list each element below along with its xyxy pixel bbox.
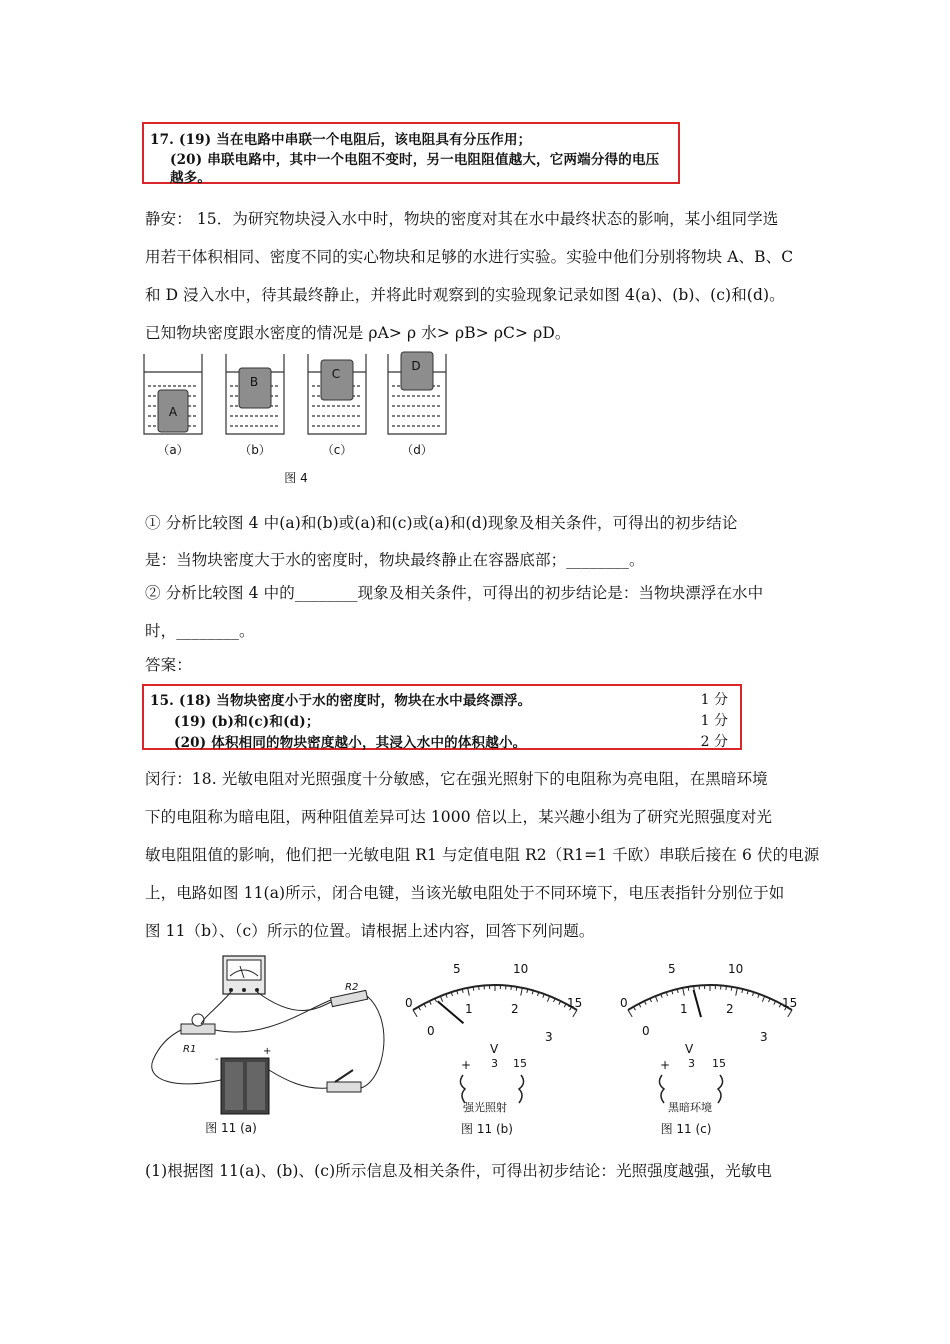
block-d-label: D: [411, 359, 421, 373]
svg-text:+: +: [263, 1046, 272, 1057]
bot-3-b: 3: [545, 1030, 553, 1044]
answer-15-points1: 1 分: [700, 692, 728, 708]
scale-tick: [762, 996, 764, 1002]
scale-tick: [573, 1010, 577, 1017]
top-5-b: 5: [453, 962, 461, 976]
block-a-label: A: [168, 405, 178, 419]
figure-11c-meter: [610, 955, 810, 1140]
top-15-b: 15: [567, 996, 583, 1010]
term-15-b: 15: [513, 1057, 527, 1070]
scale-tick: [683, 988, 685, 996]
minhang-line5: 图 11（b）、（c）所示的位置。请根据上述内容，回答下列问题。: [145, 922, 595, 940]
minhang-line3: 敏电阻阻值的影响，他们把一光敏电阻 R1 与定值电阻 R2（R1=1 千欧）串联后接在 6 伏的电源: [145, 846, 820, 864]
jingan-line1: 静安： 15．为研究物块浸入水中时，物块的密度对其在水中最终状态的影响，某小组同学选: [145, 210, 779, 228]
bot-0-b: 0: [427, 1024, 435, 1038]
term-3-b: 3: [491, 1057, 498, 1070]
question-1: (1)根据图 11(a)、(b)、(c)所示信息及相关条件，可得出初步结论：光照强度越强，光敏电: [145, 1162, 773, 1180]
caption-11c: 图 11 (c): [660, 1122, 712, 1136]
scale-tick: [413, 1010, 417, 1017]
top-10-b: 10: [513, 962, 529, 976]
scale-tick: [516, 987, 517, 991]
scale-ticks-b: [413, 985, 577, 1017]
minhang-line4: 上，电路如图 11(a)所示，闭合电键，当该光敏电阻处于不同环境下，电压表指针分别位于如: [145, 884, 785, 902]
jingan-line3: 和 D 浸入水中，待其最终静止，并将此时观察到的实验现象记录如图 4(a)、(b)、(c)和(d)。: [145, 286, 785, 304]
needle-c: [694, 990, 701, 1017]
label-b: （b）: [239, 443, 271, 457]
scale-tick: [473, 987, 474, 991]
term-plus-b: +: [461, 1058, 472, 1072]
label-a: （a）: [157, 443, 189, 457]
bot-2-b: 2: [511, 1002, 519, 1016]
q1-line1: ① 分析比较图 4 中(a)和(b)或(a)和(c)或(a)和(d)现象及相关条件，可得出的初步结论: [145, 514, 738, 532]
scale-tick: [788, 1010, 792, 1017]
answer-15-row2: (19) (b)和(c)和(d)；: [174, 714, 320, 730]
figure-4: [140, 350, 460, 490]
bot-0-c: 0: [642, 1024, 650, 1038]
term-plus-c: +: [660, 1058, 671, 1072]
figure-4-caption: 图 4: [284, 471, 308, 485]
v-symbol-c: V: [685, 1042, 694, 1056]
top-0-b: 0: [405, 996, 413, 1010]
env-c: 黑暗环境: [668, 1101, 712, 1114]
scale-tick: [440, 996, 442, 1002]
q2-line1: ② 分析比较图 4 中的________现象及相关条件，可得出的初步结论是：当物块漂浮在水中: [145, 584, 764, 602]
term-3-c: 3: [688, 1057, 695, 1070]
scale-tick: [521, 988, 523, 996]
answer-15-row1: 15. (18) 当物块密度小于水的密度时，物块在水中最终漂浮。: [150, 693, 532, 709]
bot-2-c: 2: [726, 1002, 734, 1016]
bot-1-c: 1: [680, 1002, 688, 1016]
figure-11a-circuit: [145, 950, 395, 1140]
answer-15-points3: 2 分: [700, 734, 728, 750]
answer-label: 答案：: [145, 656, 192, 674]
answer-15-points2: 1 分: [700, 713, 728, 729]
scale-tick: [731, 987, 732, 991]
top-5-c: 5: [668, 962, 676, 976]
label-d: （d）: [401, 443, 433, 457]
answer-17-line2: (20) 串联电路中，其中一个电阻不变时，另一电阻阻值越大，它两端分得的电压: [170, 152, 660, 168]
minhang-line2: 下的电阻称为暗电阻，两种阻值差异可达 1000 倍以上，某兴趣小组为了研究光照强度对光: [145, 808, 773, 826]
r1-label: R1: [183, 1044, 197, 1055]
term-15-c: 15: [712, 1057, 726, 1070]
top-15-c: 15: [782, 996, 798, 1010]
caption-11b: 图 11 (b): [461, 1122, 513, 1136]
answer-box-17: [142, 122, 680, 184]
svg-text:-: -: [215, 1054, 219, 1065]
needle-b: [438, 1001, 464, 1023]
caption-11a: 图 11 (a): [205, 1121, 257, 1135]
answer-17-line3: 越多。: [170, 170, 212, 186]
scale-tick: [688, 987, 689, 991]
scale-ticks-c: [628, 985, 792, 1017]
bot-3-c: 3: [760, 1030, 768, 1044]
scale-tick: [547, 996, 549, 1002]
minhang-line1: 闵行：18. 光敏电阻对光照强度十分敏感，它在强光照射下的电阻称为亮电阻，在黑暗环境: [145, 770, 768, 788]
block-b-label: B: [249, 375, 259, 389]
r2-label: R2: [345, 982, 359, 993]
env-b: 强光照射: [463, 1101, 507, 1114]
answer-17-line1: 17. (19) 当在电路中串联一个电阻后，该电阻具有分压作用；: [150, 132, 532, 148]
jingan-line2: 用若干体积相同、密度不同的实心物块和足够的水进行实验。实验中他们分别将物块 A、B、C: [145, 248, 794, 266]
jingan-line4: 已知物块密度跟水密度的情况是 ρA> ρ 水> ρB> ρC> ρD。: [145, 324, 571, 342]
q2-line2: 时，________。: [145, 622, 255, 640]
answer-box-15: [142, 684, 742, 750]
top-10-c: 10: [728, 962, 744, 976]
answer-15-row3: (20) 体积相同的物块密度越小，其浸入水中的体积越小。: [174, 735, 527, 751]
scale-tick: [736, 988, 738, 996]
scale-tick: [468, 988, 470, 996]
top-0-c: 0: [620, 996, 628, 1010]
label-c: （c）: [321, 443, 353, 457]
bot-1-b: 1: [465, 1002, 473, 1016]
scale-tick: [628, 1010, 632, 1017]
scale-tick: [655, 996, 657, 1002]
figure-11b-meter: [395, 955, 595, 1140]
block-c-label: C: [331, 367, 341, 381]
v-symbol-b: V: [490, 1042, 499, 1056]
q1-line2: 是：当物块密度大于水的密度时，物块最终静止在容器底部；________。: [145, 551, 645, 569]
